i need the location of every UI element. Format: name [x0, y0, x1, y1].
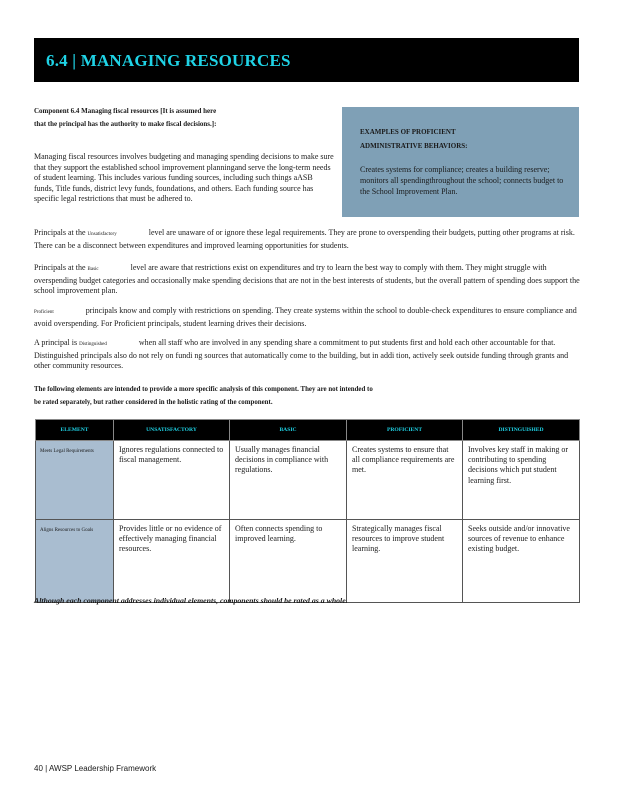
table-row: [36, 520, 580, 603]
level-name: Proficient: [34, 310, 54, 315]
level-description: level are aware that restrictions exist on expenditures and try to learn the best way to comply with them. They might struggle with overspending budget categories and occasionally make spending decisions that are not in the best interests of students, but the overall pattern of spending does support the school improvement plan.: [34, 263, 580, 296]
level-paragraph-basic: [34, 263, 582, 297]
element-cell: Aligns Resources to Goals: [36, 520, 114, 603]
table-cell: Provides little or no evidence of effectively managing financial resources.: [114, 520, 230, 603]
column-header: DISTINGUISHED: [463, 420, 580, 441]
page-footer: 40 | AWSP Leadership Framework: [34, 764, 157, 773]
sidebar-text: Creates systems for compliance; creates a building reserve; monitors all spendingthroughout the school; connects budget to the School Improvement Plan.: [360, 165, 564, 196]
section-title: 6.4 | MANAGING RESOURCES: [46, 51, 291, 70]
column-header: UNSATISFACTORY: [114, 420, 230, 441]
table-cell: Ignores regulations connected to fiscal management.: [114, 441, 230, 520]
element-cell: Meets Legal Requirements: [36, 441, 114, 520]
holistic-rating-note: Although each component addresses individual elements, components should be rated as a whole.: [34, 596, 348, 605]
level-name: Distinguished: [79, 342, 107, 347]
level-description: principals know and comply with restrictions on spending. They create systems within the school to double-check expenditures to ensure compliance and avoid overspending. For Proficient principals, student learning drives their decisions.: [34, 306, 577, 328]
table-cell: Usually manages financial decisions in compliance with regulations.: [230, 441, 347, 520]
column-header: PROFICIENT: [347, 420, 463, 441]
intro-paragraph: Managing fiscal resources involves budgeting and managing spending decisions to make sure that they support the established school improvement planningand serve the long-term needs of student learning. This includes various funding sources, including such things aASB funds, Title funds, district levy funds, foundations, and others. Each funding source has specific legal restrictions that must be adhered to.: [34, 152, 334, 204]
rubric-table: [35, 419, 580, 603]
level-paragraph-unsatisfactory: [34, 228, 582, 251]
table-cell: Seeks outside and/or innovative sources of revenue to enhance existing budget.: [463, 520, 580, 603]
table-cell: Strategically manages fiscal resources to improve student learning.: [347, 520, 463, 603]
column-header: BASIC: [230, 420, 347, 441]
level-name: Unsatisfactory: [87, 232, 117, 237]
level-description: when all staff who are involved in any spending share a commitment to put students first and hold each other accountable for that. Distinguished principals also do not rely on fundi ng sources that automatically come to the building, but in addi tion, actively seek outside funding through grants and other community resources.: [34, 338, 569, 371]
level-paragraph-distinguished: [34, 338, 582, 372]
table-cell: Often connects spending to improved learning.: [230, 520, 347, 603]
examples-sidebar: [342, 107, 579, 217]
level-intro: Principals at the: [34, 228, 86, 237]
section-header: [34, 38, 579, 82]
level-intro: Principals at the: [34, 263, 86, 272]
level-paragraph-proficient: [34, 306, 582, 329]
table-header-row: [36, 420, 580, 441]
table-cell: Creates systems to ensure that all compliance requirements are met.: [347, 441, 463, 520]
column-header: ELEMENT: [36, 420, 114, 441]
table-row: [36, 441, 580, 520]
level-name: Basic: [87, 267, 99, 272]
level-description: level are unaware of or ignore these legal requirements. They are prone to overspending their budgets, putting other programs at risk. There can be a disconnect between expenditures and improved learning opportunities for students.: [34, 228, 575, 250]
table-cell: Involves key staff in making or contributing to spending decisions which put student learning first.: [463, 441, 580, 520]
component-heading: Component 6.4 Managing fiscal resources [It is assumed here that the principal has the authority to make fiscal decisions.]:: [34, 106, 217, 128]
sidebar-title: EXAMPLES OF PROFICIENT ADMINISTRATIVE BEHAVIORS:: [360, 127, 468, 150]
elements-note: The following elements are intended to provide a more specific analysis of this component. They are not intended to be rated separately, but rather considered in the holistic rating of the component.: [34, 385, 373, 406]
level-intro: A principal is: [34, 338, 78, 347]
